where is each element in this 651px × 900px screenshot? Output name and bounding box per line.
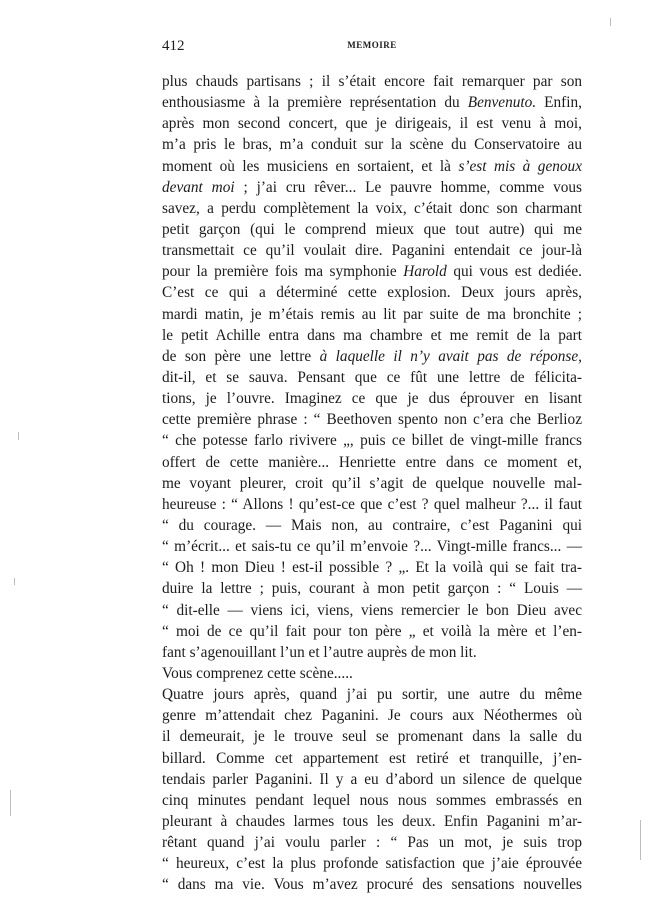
text-line (162, 92, 582, 113)
running-title: MEMOIRE (347, 40, 397, 50)
text-span: petit garçon (qui le comprend mieux que tout autre) qui me (162, 220, 582, 238)
text-span: “ dit-elle — viens ici, viens, viens remercier le bon Dieu avec (162, 601, 582, 619)
text-span: tendais parler Paganini. Il y a eu d’abord un silence de quelque (162, 770, 582, 788)
scan-mark (18, 432, 19, 440)
text-line (162, 515, 582, 536)
text-span: tions, je l’ouvre. Imaginez ce que je dus éprouver en lisant (162, 390, 582, 408)
text-line (162, 134, 582, 155)
text-line (162, 261, 582, 282)
text-span: pleurant à chaudes larmes tous les deux. Enfin Paganini m’ar- (162, 812, 582, 830)
text-line (162, 177, 582, 198)
text-span: qui vous est dediée. (446, 263, 582, 281)
text-span: C’est ce qui a déterminé cette explosion. Deux jours après, (162, 284, 582, 302)
text-span: Enfin, (536, 94, 582, 112)
text-line (162, 325, 582, 346)
text-span: après mon second concert, que je dirigeais, il est venu à moi, (162, 115, 582, 133)
text-span: mardi matin, je m’étais remis au lit par suite de ma bronchite ; (162, 305, 582, 323)
text-line (162, 346, 582, 367)
text-span: moment où les musiciens en sortaient, et là (162, 157, 459, 175)
text-line (162, 71, 582, 92)
text-span: dit-il, et se sauva. Pensant que ce fût une lettre de félicita- (162, 368, 582, 386)
text-line (162, 642, 582, 663)
text-span: “ dans ma vie. Vous m’avez procuré des sensations nouvelles (162, 876, 582, 894)
text-span: transmettait ce qu’il voulait dire. Paganini entendait ce jour-là (162, 242, 582, 260)
scan-mark (14, 578, 15, 585)
text-line (162, 769, 582, 790)
text-line (162, 621, 582, 642)
text-span: fant s’agenouillant l’un et l’autre auprès de mon lit. (162, 643, 477, 661)
text-span: “ du courage. — Mais non, au contraire, c’est Paganini qui (162, 516, 582, 534)
text-line (162, 600, 582, 621)
italic-text: Harold (403, 263, 447, 281)
text-line (162, 367, 582, 388)
text-line (162, 557, 582, 578)
text-line (162, 156, 582, 177)
page-header (162, 38, 582, 58)
text-line (162, 748, 582, 769)
text-span: rêtant quand j’ai voulu parler : “ Pas un mot, je suis trop (162, 834, 582, 852)
text-line (162, 430, 582, 451)
text-span: “ moi de ce qu’il fait pour ton père „ et voilà la mère et l’en- (162, 622, 582, 640)
text-span: ; j’ai cru rêver... Le pauvre homme, comme vous (234, 178, 582, 196)
text-line (162, 304, 582, 325)
scan-mark (640, 820, 641, 860)
text-span: m’a pris le bras, m’a conduit sur la scène du Conservatoire au (162, 136, 582, 154)
text-line (162, 113, 582, 134)
text-line (162, 874, 582, 895)
text-line (162, 473, 582, 494)
text-span: duire la lettre ; puis, courant à mon petit garçon : “ Louis — (162, 580, 582, 598)
text-line (162, 219, 582, 240)
text-span: genre m’attendait chez Paganini. Je cours aux Néothermes où (162, 707, 582, 725)
scan-mark (10, 790, 11, 816)
text-line (162, 388, 582, 409)
text-span: offert de cette manière... Henriette entre dans ce moment et, (162, 453, 582, 471)
text-span: “ che potesse farlo rivivere „, puis ce billet de vingt-mille francs (162, 432, 582, 450)
text-line (162, 705, 582, 726)
scan-mark (610, 18, 611, 26)
text-line (162, 409, 582, 430)
text-span: cinq minutes pendant lequel nous nous sommes embrassés en (162, 791, 582, 809)
italic-text: Benvenuto. (467, 94, 537, 112)
text-line (162, 684, 582, 705)
text-line (162, 726, 582, 747)
text-span: Vous comprenez cette scène..... (162, 664, 353, 682)
text-span: enthousiasme à la première représentation du (162, 94, 468, 112)
text-line (162, 832, 582, 853)
text-span: il demeurait, je le trouve seul se promenant dans la salle du (162, 728, 582, 746)
text-span: Quatre jours après, quand j’ai pu sortir, une autre du même (162, 686, 582, 704)
text-line (162, 663, 582, 684)
text-line (162, 240, 582, 261)
text-span: de son père une lettre (162, 347, 320, 365)
text-span: plus chauds partisans ; il s’était encore fait remarquer par son (162, 73, 582, 90)
text-line (162, 811, 582, 832)
text-span: “ Oh ! mon Dieu ! est-il possible ? „. Et la voilà qui se fait tra- (162, 559, 582, 577)
text-span: pour la première fois ma symphonie (162, 263, 404, 281)
text-span: cette première phrase : “ Beethoven spento non c’era che Berlioz (162, 411, 582, 429)
text-line (162, 790, 582, 811)
body-text (162, 71, 582, 895)
text-span: “ m’écrit... et sais-tu ce qu’il m’envoie ?... Vingt-mille francs... — (162, 538, 582, 556)
text-line (162, 536, 582, 557)
text-line (162, 578, 582, 599)
italic-text: devant moi (162, 178, 235, 196)
italic-text: s’est mis à genoux (458, 157, 582, 175)
text-span: le petit Achille entra dans ma chambre et me remit de la part (162, 326, 582, 344)
text-span: savez, a perdu complètement la voix, c’était donc son charmant (162, 199, 582, 217)
text-span: me voyant pleurer, croit qu’il s’agit de quelque nouvelle mal- (162, 474, 582, 492)
text-line (162, 494, 582, 515)
text-span: “ heureux, c’est la plus profonde satisfaction que j’aie éprouvée (162, 855, 582, 873)
text-span: heureuse : “ Allons ! qu’est-ce que c’est ? quel malheur ?... il faut (162, 495, 582, 513)
text-line (162, 452, 582, 473)
italic-text: à laquelle il n’y avait pas de réponse, (319, 347, 582, 365)
page-number: 412 (162, 38, 185, 54)
text-span: billard. Comme cet appartement est retiré et tranquille, j’en- (162, 749, 582, 767)
text-line (162, 853, 582, 874)
text-line (162, 282, 582, 303)
text-line (162, 198, 582, 219)
